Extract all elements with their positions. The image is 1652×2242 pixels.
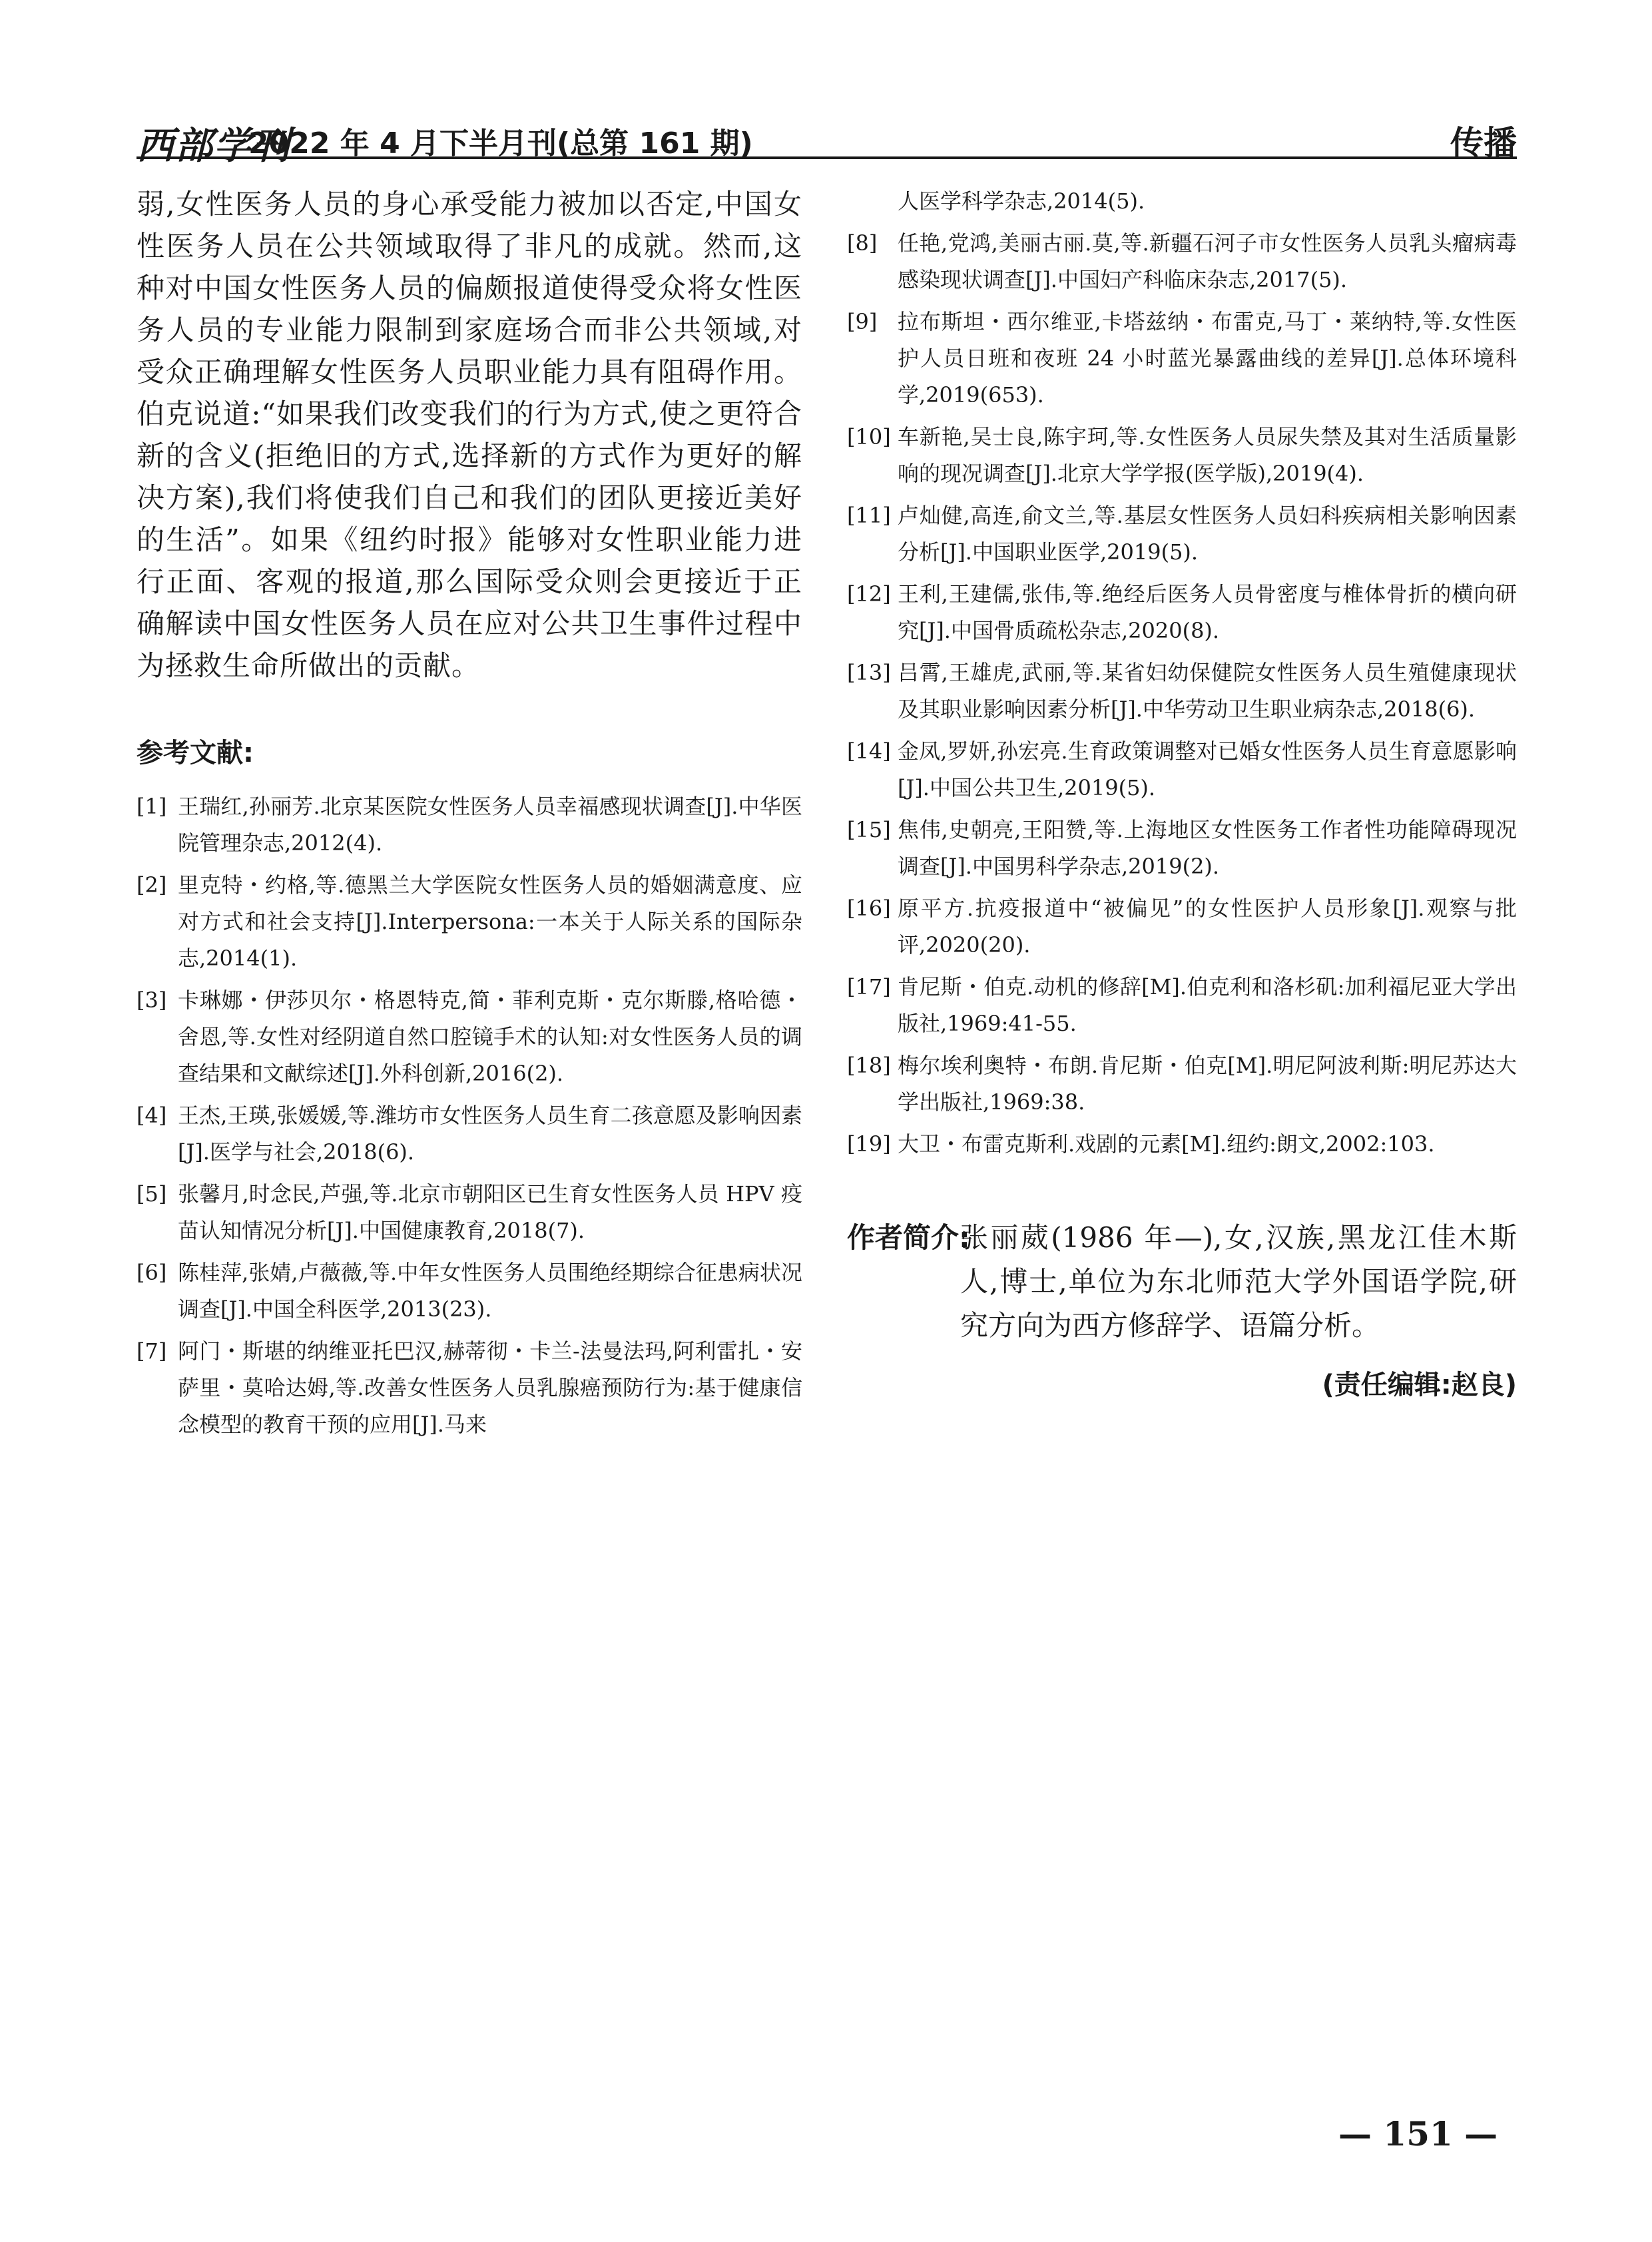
reference-number: [3] xyxy=(137,987,167,1013)
reference-item xyxy=(137,788,802,862)
author-label: 作者简介: xyxy=(847,1221,970,1254)
reference-item xyxy=(847,497,1517,571)
reference-number: [11] xyxy=(847,503,891,528)
reference-text: 任艳,党鸿,美丽古丽.莫,等.新疆石河子市女性医务人员乳头瘤病毒感染现状调查[J].中国妇产科临床杂志,2017(5). xyxy=(898,230,1517,292)
reference-text: 王杰,王瑛,张媛媛,等.潍坊市女性医务人员生育二孩意愿及影响因素[J].医学与社会,2018(6). xyxy=(178,1103,802,1165)
page-header xyxy=(137,110,1517,168)
reference-number: [10] xyxy=(847,424,891,449)
reference-item xyxy=(137,982,802,1092)
reference-item xyxy=(847,225,1517,298)
reference-item xyxy=(137,1333,802,1443)
reference-item xyxy=(137,1097,802,1171)
reference-text: 吕霄,王雄虎,武丽,等.某省妇幼保健院女性医务人员生殖健康现状及其职业影响因素分析[J].中华劳动卫生职业病杂志,2018(6). xyxy=(898,660,1517,722)
references-list-right xyxy=(847,225,1517,1163)
editor-credit: (责任编辑:赵良) xyxy=(1322,1370,1517,1400)
reference-number: [19] xyxy=(847,1131,891,1157)
reference-item xyxy=(847,576,1517,649)
reference-number: [14] xyxy=(847,738,891,764)
reference-text: 大卫・布雷克斯利.戏剧的元素[M].纽约:朗文,2002:103. xyxy=(898,1131,1435,1157)
reference-text: 焦伟,史朝亮,王阳赞,等.上海地区女性医务工作者性功能障碍现况调查[J].中国男科学杂志,2019(2). xyxy=(898,817,1517,879)
section-name: 传播 xyxy=(1450,124,1517,162)
body-paragraph: 弱,女性医务人员的身心承受能力被加以否定,中国女性医务人员在公共领域取得了非凡的成就。然而,这种对中国女性医务人员的偏颇报道使得受众将女性医务人员的专业能力限制到家庭场合而非公共领域,对受众正确理解女性医务人员职业能力具有阻碍作用。伯克说道:“如果我们改变我们的行为方式,使之更符合新的含义(拒绝旧的方式,选择新的方式作为更好的解决方案),我们将使我们自己和我们的团队更接近美好的生活”。如果《纽约时报》能够对女性职业能力进行正面、客观的报道,那么国际受众则会更接近于正确解读中国女性医务人员在应对公共卫生事件过程中为拯救生命所做出的贡献。 xyxy=(137,188,802,682)
left-column xyxy=(137,183,802,1448)
reference-item xyxy=(137,867,802,977)
reference-text: 陈桂萍,张婧,卢薇薇,等.中年女性医务人员围绝经期综合征患病状况调查[J].中国全科医学,2013(23). xyxy=(178,1260,802,1322)
reference-item xyxy=(847,655,1517,728)
reference-item xyxy=(137,1255,802,1328)
reference-item xyxy=(847,969,1517,1042)
reference-item xyxy=(847,419,1517,492)
reference-number: [13] xyxy=(847,660,891,685)
reference-number: [17] xyxy=(847,974,891,999)
reference-item xyxy=(847,890,1517,964)
reference-text: 卡琳娜・伊莎贝尔・格恩特克,简・菲利克斯・克尔斯滕,格哈德・舍恩,等.女性对经阴道自然口腔镜手术的认知:对女性医务人员的调查结果和文献综述[J].外科创新,2016(2). xyxy=(178,987,802,1086)
reference-number: [8] xyxy=(847,230,878,256)
reference-text: 金凤,罗妍,孙宏亮.生育政策调整对已婚女性医务人员生育意愿影响[J].中国公共卫生,2019(5). xyxy=(898,738,1517,800)
reference-number: [9] xyxy=(847,309,878,334)
reference-number: [12] xyxy=(847,581,891,607)
author-text: 张丽葳(1986 年—),女,汉族,黑龙江佳木斯人,博士,单位为东北师范大学外国语学院,研究方向为西方修辞学、语篇分析。 xyxy=(960,1221,1517,1342)
reference-text: 拉布斯坦・西尔维亚,卡塔兹纳・布雷克,马丁・莱纳特,等.女性医护人员日班和夜班 24 小时蓝光暴露曲线的差异[J].总体环境科学,2019(653). xyxy=(898,309,1517,408)
reference-item xyxy=(847,304,1517,414)
reference-text: 车新艳,吴士良,陈宇珂,等.女性医务人员尿失禁及其对生活质量影响的现况调查[J].北京大学学报(医学版),2019(4). xyxy=(898,424,1517,486)
reference-number: [15] xyxy=(847,817,891,842)
right-column xyxy=(847,183,1517,1402)
reference-item xyxy=(847,1047,1517,1121)
reference-text: 里克特・约格,等.德黑兰大学医院女性医务人员的婚姻满意度、应对方式和社会支持[J].Interpersona:一本关于人际关系的国际杂志,2014(1). xyxy=(178,872,802,971)
references-title: 参考文献: xyxy=(137,738,254,768)
reference-number: [18] xyxy=(847,1053,891,1078)
page-number: — 151 — xyxy=(1338,2114,1498,2153)
reference-text: 王瑞红,孙丽芳.北京某医院女性医务人员幸福感现状调查[J].中华医院管理杂志,2012(4). xyxy=(178,794,802,856)
reference-text: 卢灿健,高连,俞文兰,等.基层女性医务人员妇科疾病相关影响因素分析[J].中国职业医学,2019(5). xyxy=(898,503,1517,565)
reference-text: 王利,王建儒,张伟,等.绝经后医务人员骨密度与椎体骨折的横向研究[J].中国骨质疏松杂志,2020(8). xyxy=(898,581,1517,643)
reference-number: [1] xyxy=(137,794,167,819)
reference-text: 张馨月,时念民,芦强,等.北京市朝阳区已生育女性医务人员 HPV 疫苗认知情况分析[J].中国健康教育,2018(7). xyxy=(178,1181,802,1243)
reference-number: [5] xyxy=(137,1181,167,1207)
reference-number: [6] xyxy=(137,1260,167,1285)
reference-number: [2] xyxy=(137,872,167,898)
reference-text: 阿门・斯堪的纳维亚托巴汉,赫蒂彻・卡兰-法曼法玛,阿利雷扎・安萨里・莫哈达姆,等.改善女性医务人员乳腺癌预防行为:基于健康信念模型的教育干预的应用[J].马来 xyxy=(178,1338,802,1437)
reference-item xyxy=(137,1176,802,1249)
references-list-left xyxy=(137,788,802,1443)
reference-text: 梅尔埃利奥特・布朗.肯尼斯・伯克[M].明尼阿波利斯:明尼苏达大学出版社,1969:38. xyxy=(898,1053,1517,1115)
author-bio xyxy=(847,1216,1517,1348)
reference-item xyxy=(847,812,1517,885)
reference-continuation: 人医学科学杂志,2014(5). xyxy=(898,188,1145,214)
reference-text: 肯尼斯・伯克.动机的修辞[M].伯克利和洛杉矶:加利福尼亚大学出版社,1969:41-55. xyxy=(898,974,1517,1036)
reference-item xyxy=(847,1126,1517,1163)
issue-info: 2022 年 4 月下半月刊(总第 161 期) xyxy=(248,127,753,160)
reference-number: [7] xyxy=(137,1338,167,1364)
reference-number: [16] xyxy=(847,896,891,921)
reference-item xyxy=(847,733,1517,806)
reference-text: 原平方.抗疫报道中“被偏见”的女性医护人员形象[J].观察与批评,2020(20). xyxy=(898,896,1517,958)
journal-logo: 西部学刊 xyxy=(137,124,291,168)
reference-number: [4] xyxy=(137,1103,167,1128)
